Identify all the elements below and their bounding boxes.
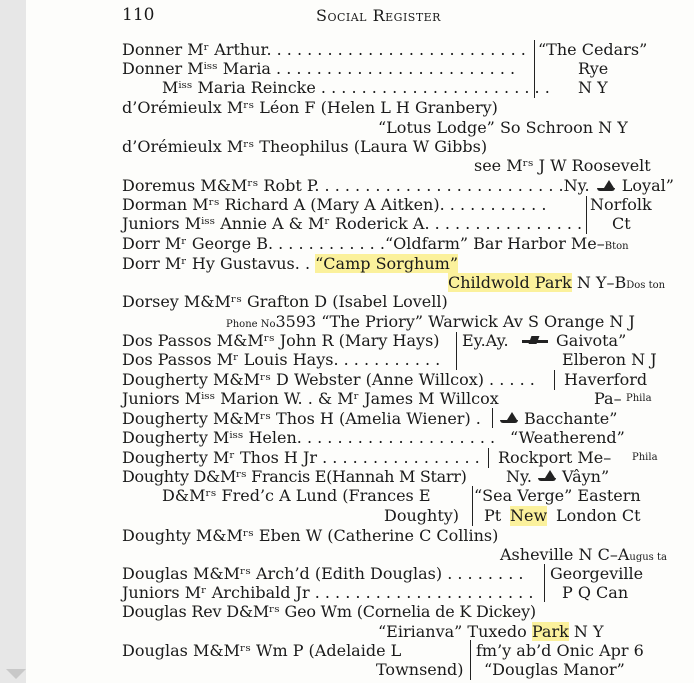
entry-name: Dougherty M&Mʳˢ D Webster (Anne Willcox) [122,370,484,389]
entry-residence: Rye [578,59,609,78]
entry-line [122,486,662,506]
entry-residence: “Lotus Lodge” So Schroon N Y [378,118,628,137]
season-tag: ugus ta [629,552,667,563]
entry-name: Juniors Mⁱˢˢ Marion W [122,389,298,408]
entry-line [122,602,662,622]
entry-name: Doughty M&Mʳˢ Eben W (Catherine C Collins) [122,526,499,545]
entry-name: Townsend) [376,660,464,679]
entry-line [122,331,662,351]
entry-name: Dorman Mʳˢ Richard A (Mary A Aitken) [122,195,440,214]
entry-line: Douglas M&Mʳˢ Arch’d (Edith Douglas) . . . . . . . . Georgeville [122,564,644,583]
entry-residence: “Douglas Manor” [484,660,625,679]
entry-name: Dougherty M&Mʳˢ Thos H (Amelia Wiener) [122,409,471,428]
entry-residence: “Sea Verge” Eastern [474,486,641,505]
left-gutter [0,0,27,683]
club-abbrev: Ny. [506,467,532,486]
entry-name: D&Mʳˢ Fred’c A Lund (Frances E [162,486,431,505]
entry-name: Doughty) [384,506,460,525]
entry-name: Dougherty Mʳ Thos H Jr [122,448,318,467]
flag-icon [522,336,548,346]
entry-name: Dos Passos Mʳ Louis Hays [122,350,334,369]
entry-line: Dougherty M&Mʳˢ Thos H (Amelia Wiener) . Bacchante” [122,409,618,428]
entry-line [122,137,662,157]
entry-line: Dorr Mʳ George B. . . . . . . . . . . .“Oldfarm” Bar Harbor Me–Bton [122,234,629,253]
phone-label: Phone No [226,319,276,330]
entry-name: Donner Mʳ Arthur [122,40,267,59]
entry-note: fm’y ab’d Onic Apr 6 [476,641,644,660]
season-tag: Phila [632,452,658,463]
entry-residence: Haverford [564,370,648,389]
entry-residence: N Y–B [571,273,627,292]
entry-line: Donner Mⁱˢˢ Maria . . . . . . . . . . . . . . . . . . . . . . . . Rye [122,59,609,78]
entry-residence: Georgeville [550,564,644,583]
entry-name: Douglas M&Mʳˢ Arch’d (Edith Douglas) [122,564,443,583]
entry-name: Dorr Mʳ George B [122,234,268,253]
entry-residence: “Eirianva” Tuxedo [378,622,527,641]
entry-line [122,622,662,642]
entry-name: Doremus M&Mʳˢ Robt P [122,176,315,195]
club-abbrev: Ey.Ay. [462,331,509,350]
entry-residence: Pa– [594,389,622,408]
yacht-name: Gaivota” [556,331,627,350]
entry-line [122,526,662,546]
entry-line [122,506,662,526]
entry-name: Mⁱˢˢ Maria Reincke [162,78,316,97]
entry-line: Doremus M&Mʳˢ Robt P. . . . . . . . . . . . . . . . . . . . . . . . .Ny. Loyal” [122,176,674,195]
entry-name: Dorr Mʳ Hy Gustavus [122,254,295,273]
entry-line: Dougherty M&Mʳˢ D Webster (Anne Willcox) . . . . . Haverford [122,370,648,389]
entry-line: Donner Mʳ Arthur. . . . . . . . . . . . . . . . . . . . . . . . . . “The Cedars” [122,40,648,59]
entry-line: Dorman Mʳˢ Richard A (Mary A Aitken). . . . . . . . . . . Norfolk [122,195,652,214]
entry-line: Dougherty Mⁱˢˢ Helen. . . . . . . . . . . . . . . . . . . . “Weatherend” [122,428,625,447]
yacht-name: Bacchante” [524,409,618,428]
entry-line [122,156,662,176]
entry-residence: Norfolk [590,195,652,214]
entry-name: Juniors Mʳ Archibald Jr [122,583,310,602]
entry-residence: N Y [573,622,604,641]
highlighted-place: New [510,506,548,525]
yacht-icon [536,470,558,482]
entry-name-secondary: Mʳ James M Willcox [337,389,499,408]
entry-residence: Rockport Me– [498,448,612,467]
entry-name: Doughty D&Mʳˢ Francis E(Hannah M Starr) [122,467,467,486]
season-tag: Dos ton [626,280,666,291]
entry-residence: Ct [612,214,631,233]
entry-name: d’Orémieulx Mʳˢ Léon F (Helen L H Granbery) [122,98,498,117]
entry-line [122,641,662,661]
entry-line [122,312,662,332]
entry-name: d’Orémieulx Mʳˢ Theophilus (Laura W Gibbs) [122,137,488,156]
entry-line: Dougherty Mʳ Thos H Jr . . . . . . . . . . . . . . . . Rockport Me– Phila [122,448,658,467]
entry-line: Dos Passos Mʳ Louis Hays. . . . . . . . . . . Elberon N J [122,350,657,369]
entry-residence: “Oldfarm” Bar Harbor Me– [384,234,605,253]
highlighted-place: Childwold Park [448,273,572,292]
entry-residence: Elberon N J [562,350,657,369]
entry-name: Douglas Rev D&Mʳˢ Geo Wm (Cornelia de K Dickey) [122,602,536,621]
yacht-name: Loyal” [621,176,674,195]
entry-name: Dorsey M&Mʳˢ Grafton D (Isabel Lovell) [122,292,448,311]
page-header [122,5,662,27]
entry-residence: “Weatherend” [510,428,625,447]
entry-line [122,98,662,118]
entry-line [122,545,667,565]
entry-line: Juniors Mⁱˢˢ Annie A & Mʳ Roderick A. . . . . . . . . . . . . . . . Ct [122,214,631,233]
entry-line: Juniors Mʳ Archibald Jr . . . . . . . . . . . . . . . . . . . . . . P Q Can [122,583,629,602]
season-tag: Phila [626,393,652,404]
entry-line: Juniors Mⁱˢˢ Marion W. . & Mʳ James M Willcox Pa– Phila [122,389,652,408]
entry-line [122,660,662,680]
entry-residence: “The Cedars” [538,40,648,59]
highlighted-camp-name: “Camp Sorghum” [315,254,459,273]
document-page [26,0,694,683]
club-abbrev: Ny. [563,176,590,195]
page-number: 110 [122,5,155,25]
entry-name: Dougherty Mⁱˢˢ Helen [122,428,297,447]
entry-residence: N Y [578,78,608,97]
highlighted-place: Park [531,622,569,641]
entry-residence: P Q Can [562,583,629,602]
entry-address: 3593 “The Priory” Warwick Av S Orange N J [275,312,635,331]
entry-line [122,292,662,312]
yacht-name: Vâyn” [562,467,610,486]
yacht-icon [595,180,617,192]
triangle-marker-icon [6,669,26,679]
page-title: Social Register [316,6,441,25]
entry-name: Donner Mⁱˢˢ Maria [122,59,271,78]
entry-line [122,273,666,293]
entry-line [122,467,662,487]
entry-line: Dorr Mʳ Hy Gustavus. . “Camp Sorghum” [122,254,459,273]
entry-name: Douglas M&Mʳˢ Wm P (Adelaide L [122,641,402,660]
entry-residence: see Mʳˢ J W Roosevelt [474,156,651,175]
entry-name: Dos Passos M&Mʳˢ John R (Mary Hays) [122,331,440,350]
entry-line [122,118,662,138]
entry-name: Juniors Mⁱˢˢ Annie A & Mʳ Roderick A [122,214,425,233]
entry-line: Mⁱˢˢ Maria Reincke . . . . . . . . . . . . . . . . . . . . . . . N Y [162,78,608,97]
entry-residence: Asheville N C–A [500,545,630,564]
yacht-icon [498,412,520,424]
entry-residence: London Ct [556,506,641,525]
entry-residence: Pt [484,506,502,525]
season-tag: Bton [604,241,629,252]
